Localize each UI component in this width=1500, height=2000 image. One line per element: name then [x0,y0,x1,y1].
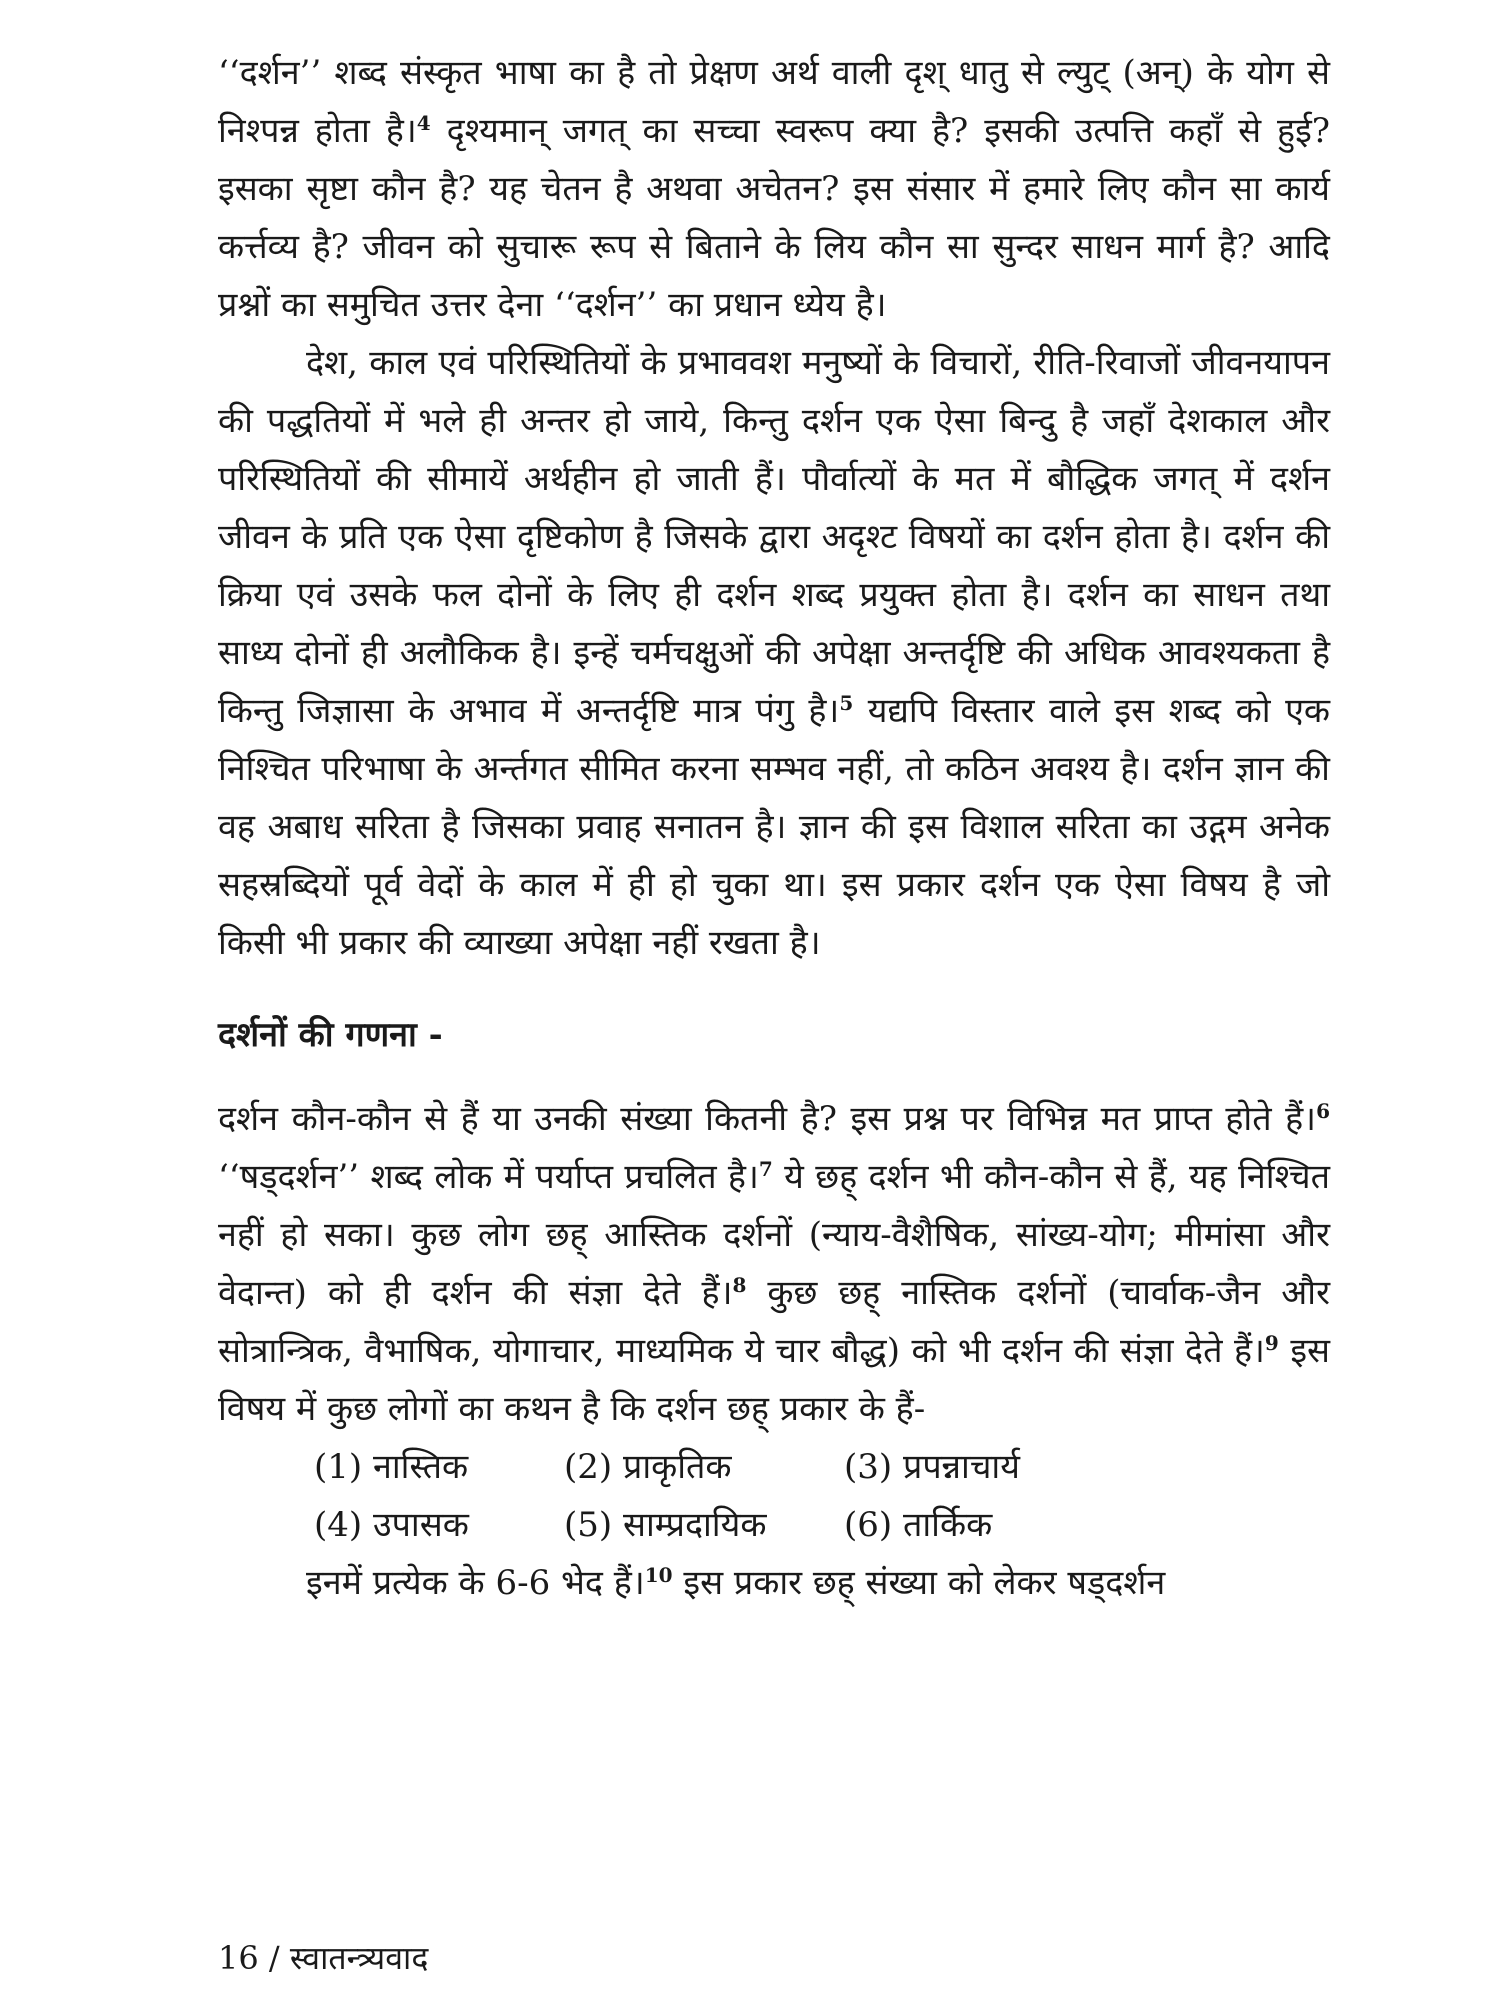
paragraph-text: ये छह् दर्शन भी कौन-कौन से हैं, यह निश्चित नहीं हो सका। कुछ लोग छह् आस्तिक दर्शनों (न्याय-वैशैषिक, सांख्य-योग; मीमांसा और वेदान्त) को ही दर्शन की संज्ञा देते हैं। [218,1157,1330,1313]
classification-item: (1) नास्तिक [314,1447,469,1487]
paragraph-darshan-definition [218,44,1330,334]
paragraph-text: इनमें प्रत्येक के 6-6 भेद हैं। [306,1563,645,1603]
classification-item: (5) साम्प्रदायिक [564,1505,767,1545]
footnote-marker: 10 [644,1563,673,1587]
section-heading: दर्शनों की गणना - [218,1015,443,1055]
footnote-marker: 7 [758,1157,773,1181]
footnote-marker: 6 [1316,1099,1330,1123]
paragraph-text: ‘‘षड्दर्शन’’ शब्द लोक में पर्याप्त प्रचलित है। [218,1157,759,1197]
paragraph-text: दृश्यमान् जगत् का सच्चा स्वरूप क्या है? इसकी उत्पत्ति कहाँ से हुई? इसका सृष्टा कौन है? यह चेतन है अथवा अचेतन? इस संसार में हमारे लिए कौन सा कार्य कर्त्तव्य है? जीवन को सुचारू रूप से बिताने के लिय कौन सा सुन्दर साधन मार्ग है? आदि प्रश्नों का समुचित उत्तर देना ‘‘दर्शन’’ का प्रधान ध्येय है। [218,111,1330,325]
classification-item: (3) प्रपन्नाचार्य [844,1447,1020,1487]
footnote-marker: 5 [839,691,854,715]
footer-separator: / [268,1939,280,1977]
paragraph-text: इस प्रकार छह् संख्या को लेकर षड्दर्शन [672,1563,1166,1603]
classification-row [314,1496,1330,1554]
paragraph-text: दर्शन कौन-कौन से हैं या उनकी संख्या कितनी है? इस प्रश्न पर विभिन्न मत प्राप्त होते हैं। [218,1099,1317,1139]
footnote-marker: 8 [732,1273,747,1297]
footnote-marker: 4 [416,111,431,135]
classification-item: (6) तार्किक [844,1505,993,1545]
paragraph-text: देश, काल एवं परिस्थितियों के प्रभाववश मनुष्यों के विचारों, रीति-रिवाजों जीवनयापन की पद्धतियों में भले ही अन्तर हो जाये, किन्तु दर्शन एक ऐसा बिन्दु है जहाँ देशकाल और परिस्थितियों की सीमायें अर्थहीन हो जाती हैं। पौर्वात्यों के मत में बौद्धिक जगत् में दर्शन जीवन के प्रति एक ऐसा दृष्टिकोण है जिसके द्वारा अदृश्ट विषयों का दर्शन होता है। दर्शन की क्रिया एवं उसके फल दोनों के लिए ही दर्शन शब्द प्रयुक्त होता है। दर्शन का साधन तथा साध्य दोनों ही अलौकिक है। इन्हें चर्मचक्षुओं की अपेक्षा अन्तर्दृष्टि की अधिक आवश्यकता है किन्तु जिज्ञासा के अभाव में अन्तर्दृष्टि मात्र पंगु है। [218,343,1330,731]
paragraph-text: कुछ छह् नास्तिक दर्शनों (चार्वाक-जैन और सोत्रान्त्रिक, वैभाषिक, योगाचार, माध्यमिक ये चार बौद्ध) को भी दर्शन की संज्ञा देते हैं। [218,1273,1330,1371]
page-footer [218,1936,428,1980]
classification-item: (2) प्राकृतिक [564,1447,732,1487]
book-title: स्वातन्त्र्यवाद [289,1939,429,1977]
page-body [218,44,1330,1612]
paragraph-subtypes [218,1554,1330,1612]
classification-row [314,1438,1330,1496]
classification-item: (4) उपासक [314,1505,469,1545]
paragraph-darshan-nature [218,334,1330,972]
classification-list [218,1438,1330,1554]
paragraph-text: ‘‘दर्शन’’ शब्द संस्कृत भाषा का है तो प्रेक्षण अर्थ वाली दृश् धातु से ल्युट् (अन्) के योग से निश्पन्न होता है। [218,53,1330,151]
footnote-marker: 9 [1264,1331,1279,1355]
page-number: 16 [218,1939,259,1977]
paragraph-text: यद्यपि विस्तार वाले इस शब्द को एक निश्चित परिभाषा के अर्न्तगत सीमित करना सम्भव नहीं, तो कठिन अवश्य है। दर्शन ज्ञान की वह अबाध सरिता है जिसका प्रवाह सनातन है। ज्ञान की इस विशाल सरिता का उद्गम अनेक सहस्रब्दियों पूर्व वेदों के काल में ही हो चुका था। इस प्रकार दर्शन एक ऐसा विषय है जो किसी भी प्रकार की व्याख्या अपेक्षा नहीं रखता है। [218,691,1330,963]
paragraph-darshan-count [218,1090,1330,1438]
paragraph-text: इस विषय में कुछ लोगों का कथन है कि दर्शन छह् प्रकार के हैं- [218,1331,1330,1429]
